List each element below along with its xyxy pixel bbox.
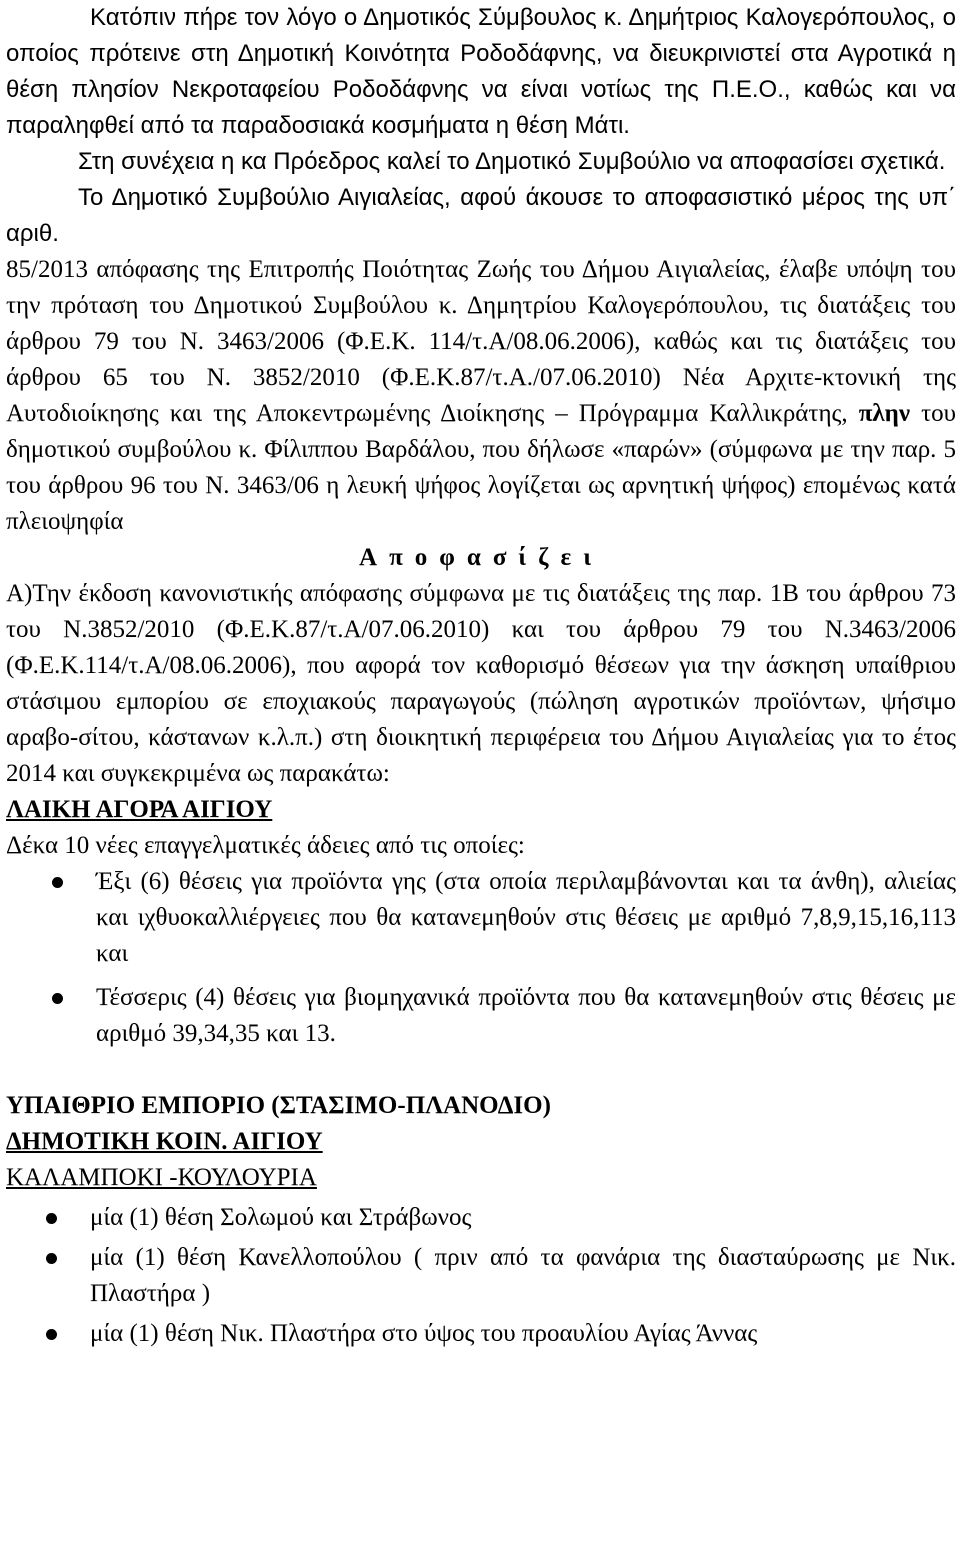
bullet-icon [46,1213,57,1224]
decides-heading: Αποφασίζει [359,544,603,571]
paragraph-council-decision-basis [6,252,956,540]
list-item [6,980,956,1052]
list-item [6,864,956,972]
list-item-text: μία (1) θέση Νικ. Πλαστήρα στο ύψος του προαυλίου Αγίας Άννας [90,1320,758,1347]
heading-laiki-agora: ΛΑΙΚΗ ΑΓΟΡΑ ΑΙΓΙΟΥ [6,796,273,823]
bullet-icon [46,1253,57,1264]
location-list [6,1200,956,1352]
list-item [6,1240,956,1312]
intro-new-licenses: Δέκα 10 νέες επαγγελματικές άδειες από τις οποίες: [6,832,525,859]
bullet-icon [46,1329,57,1340]
bullet-icon [52,993,63,1004]
list-item-text: μία (1) θέση Κανελλοπούλου ( πριν από τα φανάρια της διασταύρωσης με Νικ. Πλαστήρα ) [90,1244,956,1307]
except-keyword: πλην [858,400,911,427]
list-item [6,1316,956,1352]
heading-outdoor-trade: ΥΠΑΙΘΡΙΟ ΕΜΠΟΡΙΟ (ΣΤΑΣΙΜΟ-ΠΛΑΝΟΔΙΟ) [6,1092,551,1119]
list-item-text: Τέσσερις (4) θέσεις για βιομηχανικά προϊόντα που θα κατανεμηθούν στις θέσεις με αριθμό 39,34,35 και 13. [96,984,956,1047]
list-item [6,1200,956,1236]
paragraph-council-heard: Το Δημοτικό Συμβούλιο Αιγιαλείας, αφού άκουσε το αποφασιστικό μέρος της υπ΄ αριθ. [6,184,956,247]
decision-basis-continued: του δημοτικού συμβούλου κ. Φίλιππου Βαρδάλου, που δήλωσε «παρών» (σύμφωνα με την παρ. 5 του άρθρου 96 του Ν. 3463/06 η λευκή ψήφος λογίζεται ως αρνητική ψήφος) επομένως κατά πλειοψηφία [6,400,956,535]
paragraph-president-call: Στη συνέχεια η κα Πρόεδρος καλεί το Δημοτικό Συμβούλιο να αποφασίσει σχετικά. [78,148,946,175]
decision-basis-text: 85/2013 απόφασης της Επιτροπής Ποιότητας Ζωής του Δήμου Αιγιαλείας, έλαβε υπόψη του την πρόταση του Δημοτικού Συμβούλου κ. Δημητρίου Καλογερόπουλου, τις διατάξεις του άρθρου 79 του Ν. 3463/2006 (Φ.Ε.Κ. 114/τ.Α/08.06.2006), καθώς και τις διατάξεις του άρθρου 65 του Ν. 3852/2010 (Φ.Ε.Κ.87/τ.Α./07.06.2010) Νέα Αρχιτε-κτονική της Αυτοδιοίκησης και της Αποκεντρωμένης Διοίκησης – Πρόγραμμα Καλλικράτης, [6,256,956,427]
section-gap [6,1052,956,1088]
document-page [6,0,956,1352]
heading-corn-pretzel: ΚΑΛΑΜΠΟΚΙ -ΚΟΥΛΟΥΡΙΑ [6,1164,317,1191]
paragraph-proposal: Κατόπιν πήρε τον λόγο ο Δημοτικός Σύμβουλος κ. Δημήτριος Καλογερόπουλος, ο οποίος πρότεινε στη Δημοτική Κοινότητα Ροδοδάφνης, να διευκρινιστεί στα Αγροτικά η θέση πλησίον Νεκροταφείου Ροδοδάφνης να είναι νοτίως της Π.Ε.Ο., καθώς και να παραληφθεί από τα παραδοσιακά κοσμήματα η θέση Μάτι. [6,4,956,139]
heading-municipal-community: ΔΗΜΟΤΙΚΗ ΚΟΙΝ. ΑΙΓΙΟΥ [6,1128,323,1155]
license-list [6,864,956,1052]
paragraph-regulatory-decision: Α)Την έκδοση κανονιστικής απόφασης σύμφωνα με τις διατάξεις της παρ. 1Β του άρθρου 73 του Ν.3852/2010 (Φ.Ε.Κ.87/τ.Α/07.06.2010) και του άρθρου 79 του Ν.3463/2006 (Φ.Ε.Κ.114/τ.Α/08.06.2006), που αφορά τον καθορισμό θέσεων για την άσκηση υπαίθριου στάσιμου εμπορίου σε εποχιακούς παραγωγούς (πώληση αγροτικών προϊόντων, ψήσιμο αραβο-σίτου, κάστανων κ.λ.π.) στη διοικητική περιφέρεια του Δήμου Αιγιαλείας για το έτος 2014 και συγκεκριμένα ως παρακάτω: [6,580,956,787]
bullet-icon [52,877,63,888]
list-item-text: Έξι (6) θέσεις για προϊόντα γης (στα οποία περιλαμβάνονται και τα άνθη), αλιείας και ιχθυοκαλλιέργειες που θα κατανεμηθούν στις θέσεις με αριθμό 7,8,9,15,16,113 και [96,868,956,967]
list-item-text: μία (1) θέση Σολωμού και Στράβωνος [90,1204,472,1231]
